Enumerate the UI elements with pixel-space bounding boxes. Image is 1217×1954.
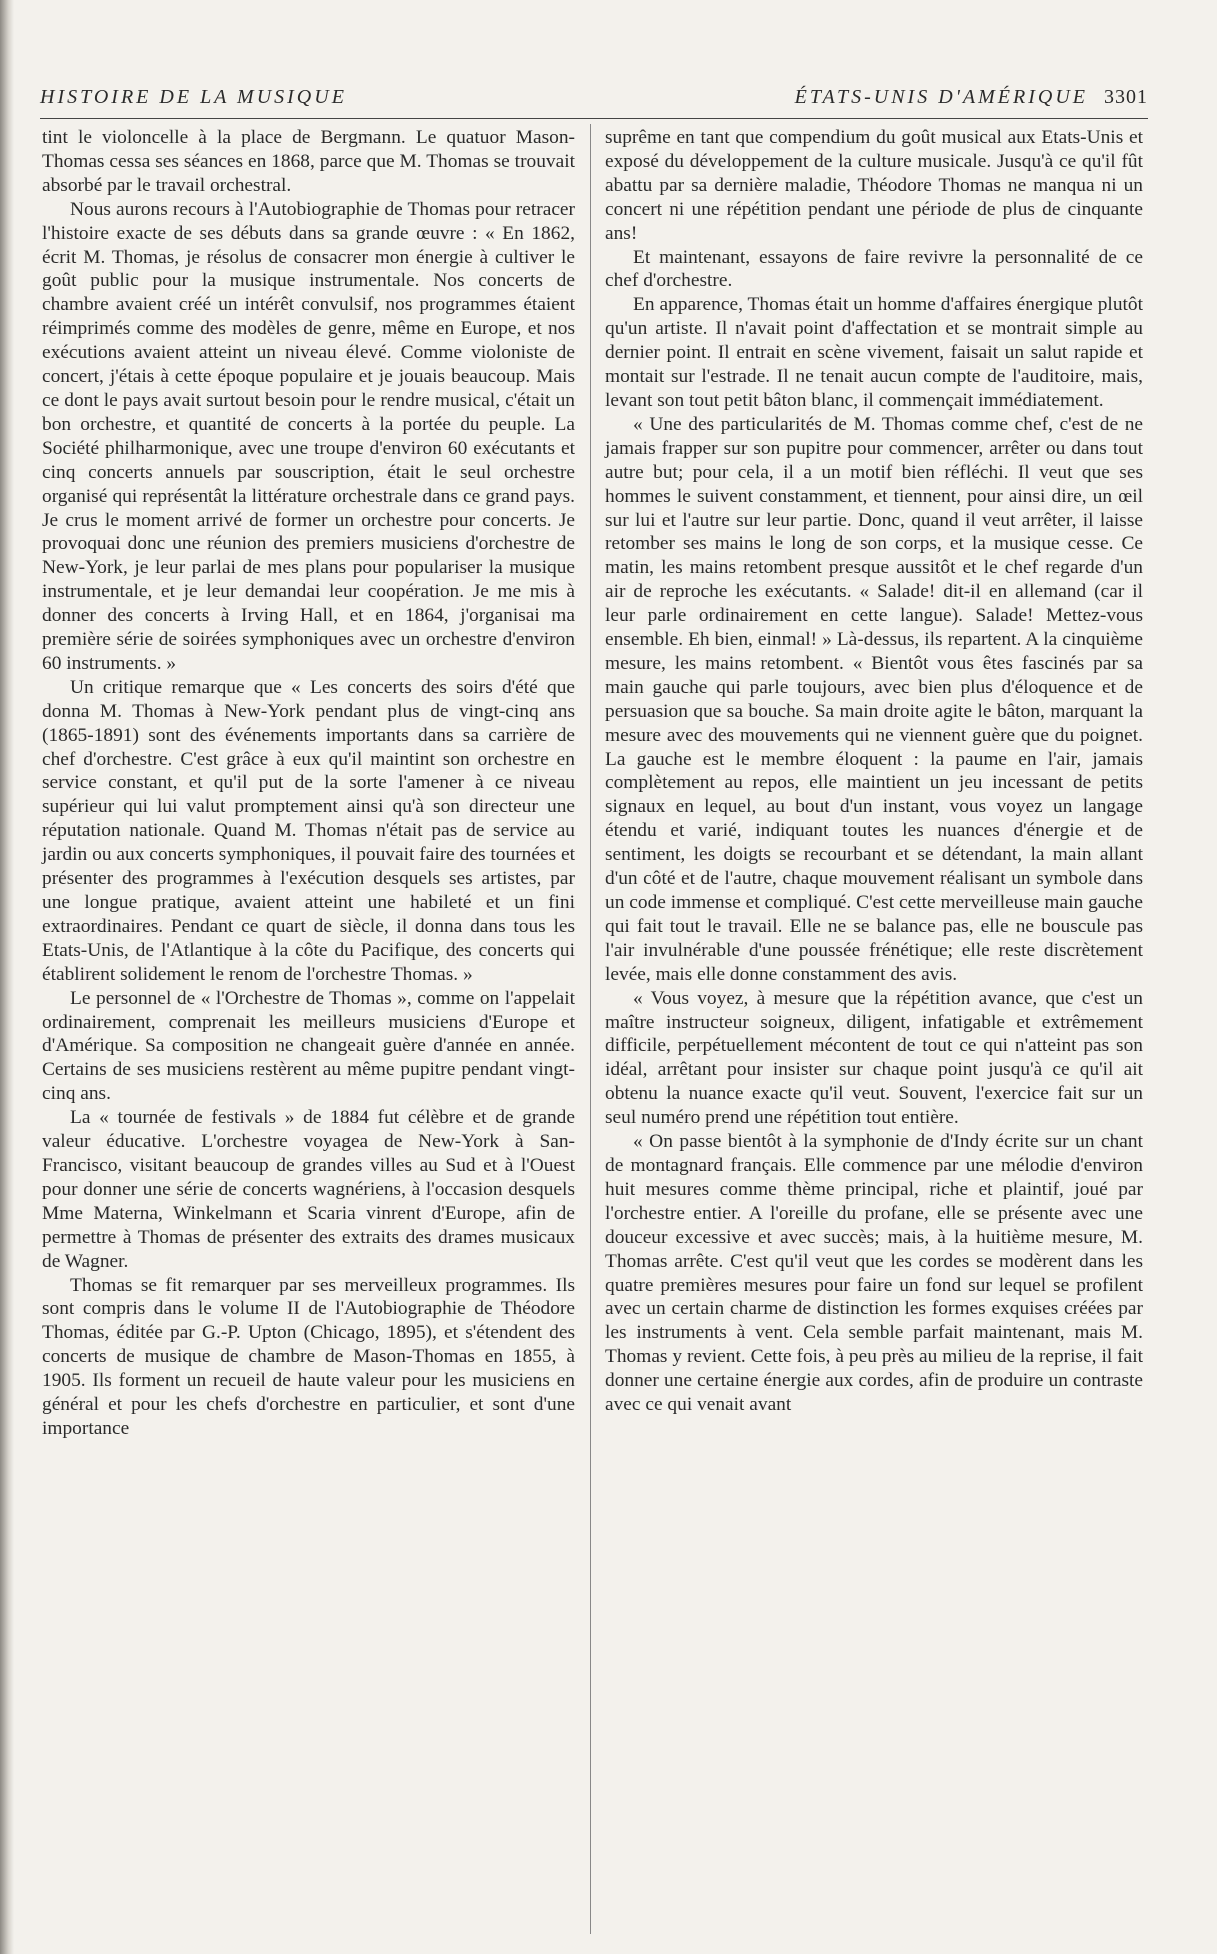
header-rule	[40, 118, 1148, 119]
left-column	[42, 126, 575, 1441]
paragraph: Le personnel de « l'Orchestre de Thomas », comme on l'appelait ordinairement, comprenait les meilleurs musiciens d'Europe et d'Amérique. Sa composition ne changeait guère d'année en année. Certains de ses musiciens restèrent au même pupitre pendant vingt-cinq ans.	[42, 987, 575, 1105]
paragraph: La « tournée de festivals » de 1884 fut célèbre et de grande valeur éducative. L'orchestre voyagea de New-York à San-Francisco, visitant beaucoup de grandes villes au Sud et à l'Ouest pour donner une série de concerts wagnériens, à l'occasion desquels Mme Materna, Winkelmann et Scaria vinrent d'Europe, afin de permettre à Thomas de présenter des extraits des drames musicaux de Wagner.	[42, 1107, 575, 1272]
column-divider	[590, 124, 591, 1934]
paragraph: « Vous voyez, à mesure que la répétition avance, que c'est un maître instructeur soigneux, diligent, infatigable et extrêmement difficile, perpétuellement mécontent de tout ce qui n'atteint pas son idéal, arrêtant pour insister sur chaque point jusqu'à ce qu'il ait obtenu la nuance exacte qu'il veut. Souvent, l'exercice fait sur un seul numéro prend une répétition tout entière.	[605, 987, 1143, 1129]
paragraph: Nous aurons recours à l'Autobiographie de Thomas pour retracer l'histoire exacte de ses débuts dans sa grande œuvre : « En 1862, écrit M. Thomas, je résolus de consacrer mon énergie à cultiver le goût public pour la musique instrumentale. Nos concerts de chambre avaient créé un intérêt convulsif, nos programmes étaient réimprimés comme des modèles de genre, même en Europe, et nos exécutions avaient atteint un niveau élevé. Comme violoniste de concert, j'étais à cette époque populaire et je jouais beaucoup. Mais ce dont le pays avait surtout besoin pour le rendre musical, c'était un bon orchestre, et quantité de concerts à la portée du peuple. La Société philharmonique, avec une troupe d'environ 60 exécutants et cinq concerts annuels par souscription, était le seul orchestre organisé qui représentât la littérature orchestrale dans ce grand pays. Je crus le moment arrivé de former un orchestre pour concerts. Je provoquai donc une réunion des premiers musiciens d'orchestre de New-York, je leur parlai de mes plans pour populariser la musique instrumentale, et je leur demandai leur coopération. Je me mis à donner des concerts à Irving Hall, et en 1864, j'organisai ma première série de soirées symphoniques avec un orchestre d'environ 60 instruments. »	[42, 198, 575, 674]
paragraph: Thomas se fit remarquer par ses merveilleux programmes. Ils sont compris dans le volume II de l'Autobiographie de Théodore Thomas, éditée par G.-P. Upton (Chicago, 1895), et s'étendent des concerts de musique de chambre de Mason-Thomas en 1855, à 1905. Ils forment un recueil de haute valeur pour les musiciens en général et pour les chefs d'orchestre en particulier, et sont d'une importance	[42, 1274, 575, 1439]
paragraph: tint le violoncelle à la place de Bergmann. Le quatuor Mason-Thomas cessa ses séances en 1868, parce que M. Thomas se trouvait absorbé par le travail orchestral.	[42, 127, 575, 196]
page-number: 3301	[1104, 86, 1148, 108]
header-chapter-title: ÉTATS-UNIS D'AMÉRIQUE	[794, 86, 1088, 108]
paragraph: « Une des particularités de M. Thomas comme chef, c'est de ne jamais frapper sur son pupitre pour commencer, arrêter ou dans tout autre but; pour cela, il a un motif bien réfléchi. Il veut que ses hommes le suivent constamment, et tiennent, pour ainsi dire, un œil sur lui et l'autre sur leur partie. Donc, quand il veut arrêter, il laisse retomber ses mains le long de son corps, et la musique cesse. Ce matin, les mains retombent presque aussitôt et le chef regarde d'un air de reproche les exécutants. « Salade! dit-il en allemand (car il leur parle ordinairement en cette langue). Salade! Mettez-vous ensemble. Eh bien, einmal! » Là-dessus, ils repartent. A la cinquième mesure, les mains retombent. « Bientôt vous êtes fascinés par sa main gauche qui parle toujours, avec bien plus d'éloquence et de persuasion que sa bouche. Sa main droite agite le bâton, marquant la mesure avec des mouvements qui ne viennent guère que du poignet. La gauche est le membre éloquent : la paume en l'air, jamais complètement au repos, elle maintient un jeu incessant de petits signaux en lequel, au bout d'un instant, vous voyez un langage étendu et varié, indiquant toutes les nuances d'énergie et de sentiment, les doigts se recourbant et se détendant, la main allant d'un côté et de l'autre, chaque mouvement réalisant un symbole dans un code immense et compliqué. C'est cette merveilleuse main gauche qui fait tout le travail. Elle ne se balance pas, elle ne bouscule pas l'air invulnérable d'une poussée frénétique; elle reste discrètement levée, mais elle donne constamment des avis.	[605, 413, 1143, 985]
right-column	[605, 126, 1143, 1417]
paragraph: Un critique remarque que « Les concerts des soirs d'été que donna M. Thomas à New-York pendant plus de vingt-cinq ans (1865-1891) sont des événements importants dans sa carrière de chef d'orchestre. C'est grâce à eux qu'il maintint son orchestre en service constant, et qu'il put de la sorte l'amener à ce niveau supérieur qui lui valut promptement ainsi qu'à son directeur une réputation nationale. Quand M. Thomas n'était pas de service au jardin ou aux concerts symphoniques, il pouvait faire des tournées et présenter des programmes à l'exécution desquels ses artistes, par une longue pratique, avaient atteint une habileté et un fini extraordinaires. Pendant ce quart de siècle, il donna dans tous les Etats-Unis, de l'Atlantique à la côte du Pacifique, des concerts qui établirent solidement le renom de l'orchestre Thomas. »	[42, 676, 575, 985]
paragraph: Et maintenant, essayons de faire revivre la personnalité de ce chef d'orchestre.	[605, 246, 1143, 292]
header-book-title: HISTOIRE DE LA MUSIQUE	[40, 86, 347, 108]
running-header	[40, 86, 1148, 116]
page-binding-shadow	[0, 0, 14, 1954]
paragraph: « On passe bientôt à la symphonie de d'Indy écrite sur un chant de montagnard français. Elle commence par une mélodie d'environ huit mesures comme thème principal, riche et plaintif, joué par l'orchestre entier. A l'oreille du profane, elle se présente avec une douceur excessive et avec succès; mais, à la huitième mesure, M. Thomas arrête. C'est qu'il veut que les cordes se modèrent dans les quatre premières mesures pour faire un fond sur lequel se profilent avec un certain charme de distinction les formes exquises créées par les instruments à vent. Cela semble parfait maintenant, mais M. Thomas y revient. Cette fois, à peu près au milieu de la reprise, il fait donner une certaine énergie aux cordes, afin de produire un contraste avec ce qui venait avant	[605, 1131, 1143, 1416]
paragraph: En apparence, Thomas était un homme d'affaires énergique plutôt qu'un artiste. Il n'avait point d'affectation et se montrait simple au dernier point. Il entrait en scène vivement, faisait un salut rapide et montait sur l'estrade. Il ne tenait aucun compte de l'auditoire, mais, levant son tout petit bâton blanc, il commençait immédiatement.	[605, 294, 1143, 411]
paragraph: suprême en tant que compendium du goût musical aux Etats-Unis et exposé du développement de la culture musicale. Jusqu'à ce qu'il fût abattu par sa dernière maladie, Théodore Thomas ne manqua ni un concert ni une répétition pendant une période de plus de cinquante ans!	[605, 127, 1143, 244]
